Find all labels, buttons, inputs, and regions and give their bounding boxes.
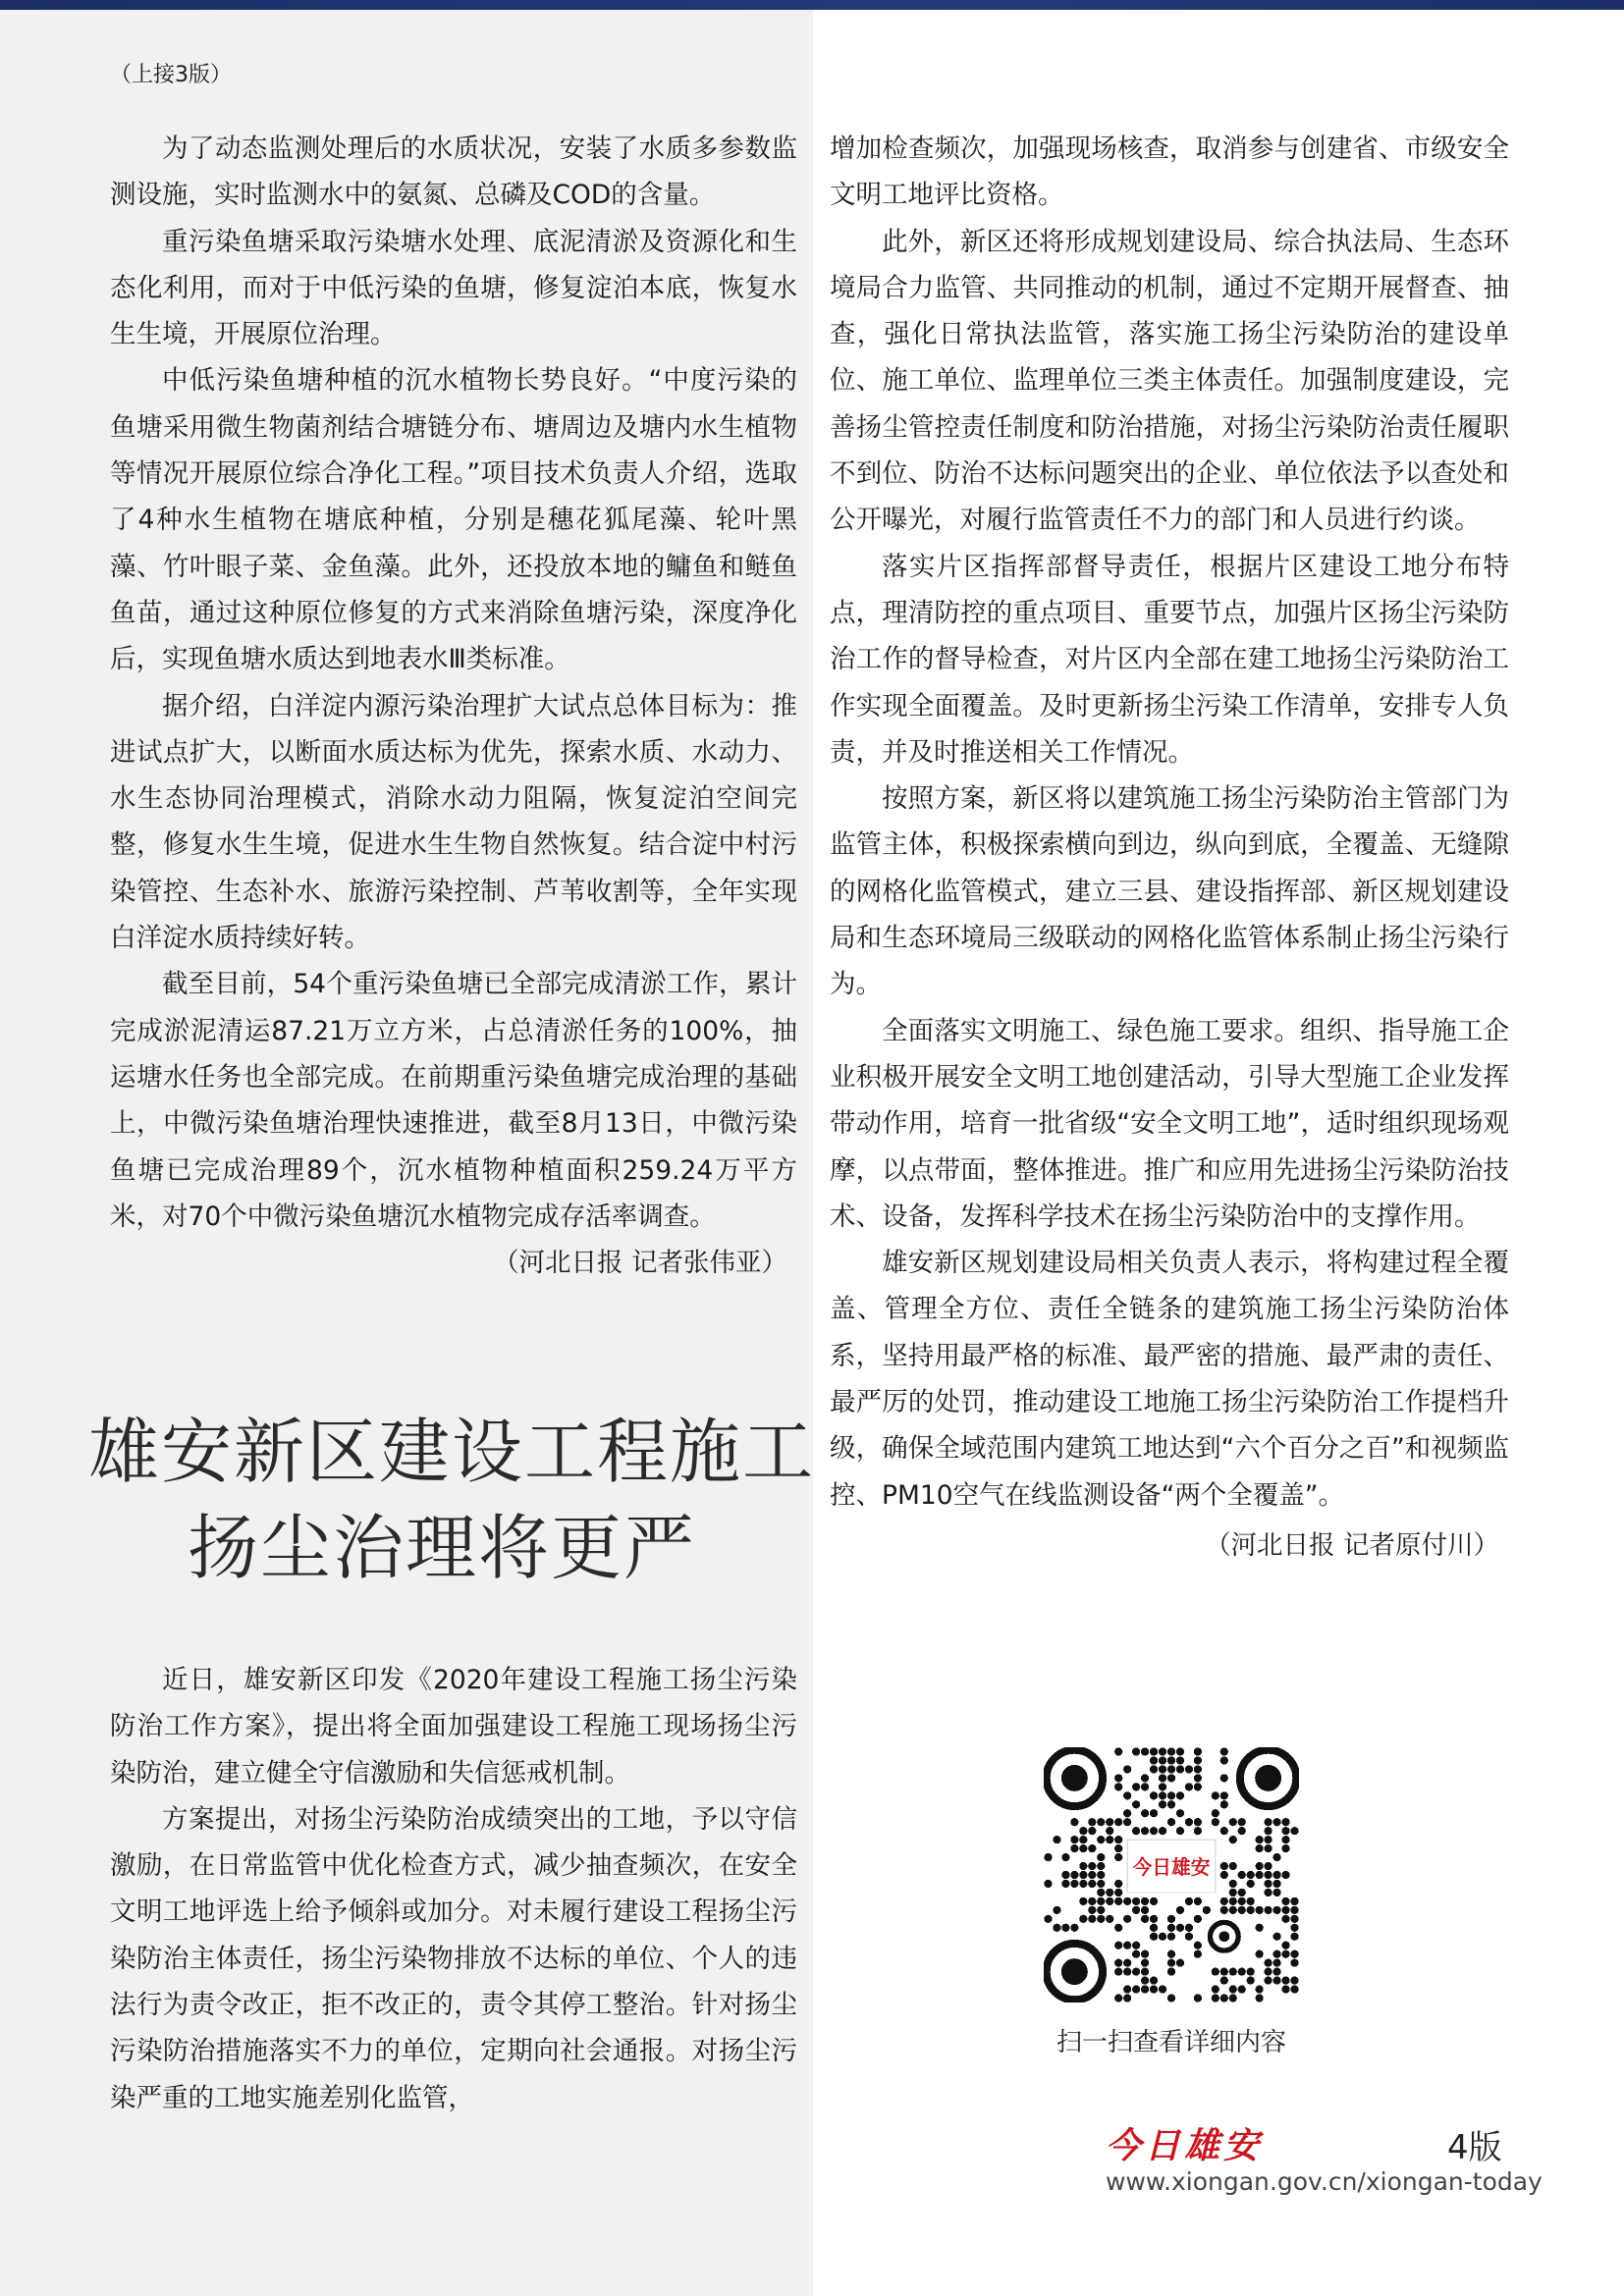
article1-paragraph: 重污染鱼塘采取污染塘水处理、底泥清淤及资源化和生态化利用，而对于中低污染的鱼塘，修复淀泊本底，恢复水生生境，开展原位治理。 (110, 226, 797, 350)
article1-paragraph: 截至目前，54个重污染鱼塘已全部完成清淤工作，累计完成淤泥清运87.21万立方米，占总清淤任务的100%，抽运塘水任务也全部完成。在前期重污染鱼塘完成治理的基础上，中微污染鱼塘治理快速推进，截至8月13日，中微污染鱼塘已完成治理89个，沉水植物种植面积259.24万平方米，对70个中微污染鱼塘沉水植物完成存活率调查。 (110, 969, 797, 1232)
headline-line-2: 扬尘治理将更严 (187, 1507, 696, 1589)
qr-module (1167, 1950, 1175, 1958)
qr-module (1281, 1942, 1289, 1949)
qr-module (1070, 1924, 1078, 1932)
qr-module (1229, 1967, 1237, 1975)
qr-module (1212, 1967, 1219, 1975)
qr-module (1264, 1967, 1272, 1975)
headline-line-1: 雄安新区建设工程施工 (88, 1411, 816, 1493)
qr-module (1097, 1889, 1105, 1896)
qr-module (1281, 1818, 1289, 1826)
qr-module (1088, 1844, 1096, 1852)
qr-module (1167, 1924, 1175, 1932)
qr-module (1247, 1880, 1255, 1888)
qr-module (1212, 1809, 1219, 1817)
qr-module (1185, 1783, 1193, 1790)
qr-module (1176, 1756, 1184, 1764)
qr-module (1256, 1994, 1264, 2002)
qr-module (1264, 1818, 1272, 1826)
qr-module (1194, 1818, 1202, 1826)
qr-module (1106, 1818, 1113, 1826)
qr-module (1281, 1950, 1289, 1958)
qr-module (1264, 1827, 1272, 1835)
qr-module (1061, 1924, 1069, 1932)
qr-module (1070, 1844, 1078, 1852)
qr-module (1159, 1783, 1166, 1790)
qr-module (1097, 1897, 1105, 1905)
qr-module (1194, 1827, 1202, 1835)
article2-body-right (830, 126, 1509, 1569)
qr-module (1114, 1747, 1122, 1755)
qr-module (1220, 1827, 1228, 1835)
article1-paragraph: 中低污染鱼塘种植的沉水植物长势良好。“中度污染的鱼塘采用微生物菌剂结合塘链分布、塘周边及塘内水生植物等情况开展原位综合净化工程。”项目技术负责人介绍，选取了4种水生植物在塘底种植，分别是穗花狐尾藻、轮叶黑藻、竹叶眼子菜、金鱼藻。此外，还投放本地的鳙鱼和鲢鱼鱼苗，通过这种原位修复的方式来消除鱼塘污染，深度净化后，实现鱼塘水质达到地表水Ⅲ类标准。 (110, 365, 797, 675)
qr-module (1247, 1897, 1255, 1905)
qr-module (1281, 1976, 1289, 1984)
qr-module (1290, 1950, 1298, 1958)
qr-module (1132, 1967, 1140, 1975)
qr-module (1176, 1747, 1184, 1755)
qr-module (1272, 1959, 1280, 1967)
article2-continuation: 增加检查频次，加强现场核查，取消参与创建省、市级安全文明工地评比资格。 (830, 133, 1509, 211)
qr-module (1114, 1924, 1122, 1932)
qr-module (1220, 1862, 1228, 1870)
qr-module (1229, 1889, 1237, 1896)
qr-module (1079, 1915, 1087, 1923)
qr-module (1247, 1906, 1255, 1914)
qr-module (1123, 1791, 1131, 1799)
qr-module (1053, 1836, 1060, 1843)
qr-module (1281, 1827, 1289, 1835)
qr-module (1167, 1818, 1175, 1826)
qr-module (1281, 1836, 1289, 1843)
qr-module (1220, 1906, 1228, 1914)
qr-module (1264, 1906, 1272, 1914)
qr-module (1256, 1985, 1264, 1993)
qr-module (1123, 1809, 1131, 1817)
qr-module (1176, 1765, 1184, 1773)
qr-module (1141, 1774, 1149, 1782)
article1-paragraph: 据介绍，白洋淀内源污染治理扩大试点总体目标为：推进试点扩大，以断面水质达标为优先，探索水质、水动力、水生态协同治理模式，消除水动力阻隔，恢复淀泊空间完整，修复水生生境，促进水生生物自然恢复。结合淀中村污染管控、生态补水、旅游污染控制、芦苇收割等，全年实现白洋淀水质持续好转。 (110, 690, 797, 954)
qr-module (1123, 1967, 1131, 1975)
qr-module (1053, 1924, 1060, 1932)
qr-module (1141, 1985, 1149, 1993)
qr-module (1220, 1976, 1228, 1984)
qr-module (1272, 1889, 1280, 1896)
qr-module (1256, 1924, 1264, 1932)
qr-module (1123, 1897, 1131, 1905)
qr-module (1079, 1862, 1087, 1870)
qr-module (1141, 1967, 1149, 1975)
qr-module (1150, 1747, 1158, 1755)
site-url[interactable]: www.xiongan.gov.cn/xiongan-today (1106, 2167, 1543, 2196)
article2-paragraph: 全面落实文明施工、绿色施工要求。组织、指导施工企业积极开展安全文明工地创建活动，引导大型施工企业发挥带动作用，培育一批省级“安全文明工地”，适时组织现场观摩，以点带面，整体推进。推广和应用先进扬尘污染防治技术、设备，发挥科学技术在扬尘污染防治中的支撑作用。 (830, 1015, 1509, 1232)
qr-module (1123, 1985, 1131, 1993)
qr-module (1238, 1906, 1246, 1914)
qr-module (1070, 1836, 1078, 1843)
qr-module (1272, 1967, 1280, 1975)
qr-module (1106, 1897, 1113, 1905)
qr-module (1185, 1897, 1193, 1905)
qr-module (1123, 1994, 1131, 2002)
qr-module (1167, 1791, 1175, 1799)
qr-module (1114, 1959, 1122, 1967)
qr-module (1150, 1933, 1158, 1941)
qr-module (1220, 1897, 1228, 1905)
qr-module (1053, 1906, 1060, 1914)
qr-module (1044, 1853, 1052, 1861)
qr-module (1141, 1976, 1149, 1984)
qr-module (1272, 1853, 1280, 1861)
qr-module (1106, 1836, 1113, 1843)
article1-paragraph: 为了动态监测处理后的水质状况，安装了水质多参数监测设施，实时监测水中的氨氮、总磷及COD的含量。 (110, 133, 797, 211)
qr-module (1097, 1880, 1105, 1888)
qr-module (1167, 1765, 1175, 1773)
qr-module (1097, 1853, 1105, 1861)
qr-module (1176, 1959, 1184, 1967)
qr-module (1088, 1915, 1096, 1923)
qr-module (1079, 1897, 1087, 1905)
qr-module (1281, 1985, 1289, 1993)
qr-module (1079, 1836, 1087, 1843)
qr-module (1114, 1880, 1122, 1888)
qr-module (1176, 1906, 1184, 1914)
qr-module (1141, 1747, 1149, 1755)
qr-code[interactable] (1044, 1747, 1299, 2002)
qr-module (1070, 1880, 1078, 1888)
qr-module (1256, 1871, 1264, 1879)
qr-module (1123, 1818, 1131, 1826)
qr-module (1281, 1844, 1289, 1852)
qr-module (1167, 1933, 1175, 1941)
qr-module (1150, 1976, 1158, 1984)
qr-module (1264, 1871, 1272, 1879)
qr-module (1290, 1906, 1298, 1914)
qr-module (1229, 1818, 1237, 1826)
qr-module (1167, 1959, 1175, 1967)
qr-module (1097, 1915, 1105, 1923)
qr-module (1272, 1950, 1280, 1958)
qr-module (1114, 1818, 1122, 1826)
brand-logo: 今日雄安 (1106, 2125, 1264, 2166)
qr-module (1264, 1836, 1272, 1843)
qr-module (1264, 1880, 1272, 1888)
qr-module (1220, 1747, 1228, 1755)
qr-module (1290, 1897, 1298, 1905)
qr-module (1290, 1924, 1298, 1932)
qr-module (1150, 1985, 1158, 1993)
qr-module (1114, 1889, 1122, 1896)
qr-module (1079, 1827, 1087, 1835)
qr-module (1097, 1818, 1105, 1826)
qr-module (1229, 1994, 1237, 2002)
qr-module (1185, 1933, 1193, 1941)
qr-module (1097, 1906, 1105, 1914)
qr-module (1159, 1827, 1166, 1835)
qr-module (1247, 1976, 1255, 1984)
qr-module (1272, 1976, 1280, 1984)
qr-module (1044, 1880, 1052, 1888)
qr-module (1220, 1774, 1228, 1782)
qr-module (1114, 1897, 1122, 1905)
qr-module (1194, 1774, 1202, 1782)
qr-module (1061, 1871, 1069, 1879)
qr-module (1088, 1897, 1096, 1905)
article2-body-left (110, 1657, 797, 2121)
qr-module (1123, 1942, 1131, 1949)
qr-module (1167, 1915, 1175, 1923)
qr-module (1229, 1906, 1237, 1914)
qr-module (1106, 1827, 1113, 1835)
qr-module (1114, 1853, 1122, 1861)
qr-module (1150, 1809, 1158, 1817)
qr-module (1194, 1950, 1202, 1958)
qr-module (1079, 1880, 1087, 1888)
qr-module (1088, 1871, 1096, 1879)
qr-module (1203, 1906, 1211, 1914)
qr-module (1132, 1906, 1140, 1914)
qr-module (1194, 1994, 1202, 2002)
qr-module (1176, 1924, 1184, 1932)
qr-module (1114, 1994, 1122, 2002)
qr-module (1070, 1871, 1078, 1879)
top-color-bar (0, 0, 1624, 10)
qr-module (1123, 1959, 1131, 1967)
qr-module (1123, 1765, 1131, 1773)
qr-module (1194, 1765, 1202, 1773)
qr-module (1272, 1880, 1280, 1888)
qr-caption: 扫一扫查看详细内容 (1056, 2028, 1286, 2057)
qr-module (1238, 1985, 1246, 1993)
qr-module (1088, 1862, 1096, 1870)
qr-module (1079, 1871, 1087, 1879)
qr-module (1114, 1836, 1122, 1843)
qr-module (1150, 1924, 1158, 1932)
qr-module (1167, 1800, 1175, 1808)
qr-module (1159, 1800, 1166, 1808)
qr-module (1185, 1765, 1193, 1773)
qr-module (1141, 1906, 1149, 1914)
qr-module (1159, 1774, 1166, 1782)
qr-module (1167, 1994, 1175, 2002)
qr-module (1141, 1897, 1149, 1905)
article2-credit: （河北日报 记者原付川） (1205, 1529, 1499, 1561)
qr-module (1141, 1783, 1149, 1790)
qr-module (1281, 1871, 1289, 1879)
qr-module (1220, 1800, 1228, 1808)
qr-module (1281, 1906, 1289, 1914)
qr-module (1220, 1756, 1228, 1764)
qr-module (1097, 1871, 1105, 1879)
qr-module (1132, 1783, 1140, 1790)
qr-module (1238, 1897, 1246, 1905)
qr-module (1159, 1747, 1166, 1755)
qr-module (1290, 1985, 1298, 1993)
continuation-note: （上接3版） (110, 63, 232, 87)
qr-module (1114, 1967, 1122, 1975)
qr-module (1290, 1915, 1298, 1923)
qr-module (1141, 1959, 1149, 1967)
qr-module (1088, 1818, 1096, 1826)
qr-module (1114, 1942, 1122, 1949)
qr-module (1159, 1765, 1166, 1773)
qr-module (1281, 1897, 1289, 1905)
qr-module (1238, 1827, 1246, 1835)
qr-module (1212, 1994, 1219, 2002)
qr-module (1114, 1783, 1122, 1790)
qr-module (1159, 1985, 1166, 1993)
qr-module (1176, 1827, 1184, 1835)
qr-module (1141, 1915, 1149, 1923)
article2-paragraph: 方案提出，对扬尘污染防治成绩突出的工地，予以守信激励，在日常监管中优化检查方式，减少抽查频次，在安全文明工地评选上给予倾斜或加分。对未履行建设工程扬尘污染防治主体责任，扬尘污染物排放不达标的单位、个人的违法行为责令改正，拒不改正的，责令其停工整治。针对扬尘污染防治措施落实不力的单位，定期向社会通报。对扬尘污染严重的工地实施差别化监管， (110, 1803, 797, 2113)
article2-paragraph: 雄安新区规划建设局相关负责人表示，将构建过程全覆盖、管理全方位、责任全链条的建筑施工扬尘污染防治体系，坚持用最严格的标准、最严密的措施、最严肃的责任、最严厉的处罚，推动建设工地施工扬尘污染防治工作提档升级，确保全域范围内建筑工地达到“六个百分之百”和视频监控、PM10空气在线监测设备“两个全覆盖”。 (830, 1248, 1509, 1511)
qr-module (1167, 1967, 1175, 1975)
article2-paragraph: 近日，雄安新区印发《2020年建设工程施工扬尘污染防治工作方案》，提出将全面加强建设工程施工现场扬尘污染防治，建立健全守信激励和失信惩戒机制。 (110, 1665, 797, 1789)
qr-module (1264, 1862, 1272, 1870)
qr-module (1256, 1906, 1264, 1914)
qr-module (1097, 1862, 1105, 1870)
qr-module (1141, 1809, 1149, 1817)
qr-module (1220, 1967, 1228, 1975)
qr-module (1132, 1897, 1140, 1905)
qr-module (1088, 1880, 1096, 1888)
qr-module (1132, 1985, 1140, 1993)
qr-module (1256, 1836, 1264, 1843)
article2-headline (88, 1404, 816, 1596)
qr-module (1256, 1844, 1264, 1852)
qr-module (1070, 1818, 1078, 1826)
qr-module (1106, 1915, 1113, 1923)
qr-module (1044, 1915, 1052, 1923)
qr-module (1167, 1747, 1175, 1755)
qr-module (1272, 1906, 1280, 1914)
qr-module (1212, 1985, 1219, 1993)
qr-module (1141, 1950, 1149, 1958)
qr-module (1272, 1871, 1280, 1879)
qr-module (1194, 1942, 1202, 1949)
qr-module (1123, 1915, 1131, 1923)
page-number: 4版 (1447, 2128, 1502, 2167)
qr-module (1220, 1994, 1228, 2002)
qr-module (1150, 1756, 1158, 1764)
qr-module (1238, 1871, 1246, 1879)
qr-module (1141, 1827, 1149, 1835)
qr-module (1106, 1889, 1113, 1896)
qr-module (1167, 1756, 1175, 1764)
article2-paragraph: 此外，新区还将形成规划建设局、综合执法局、生态环境局合力监管、共同推动的机制，通过不定期开展督查、抽查，强化日常执法监管，落实施工扬尘污染防治的建设单位、施工单位、监理单位三类主体责任。加强制度建设，完善扬尘管控责任制度和防治措施，对扬尘污染防治责任履职不到位、防治不达标问题突出的企业、单位依法予以查处和公开曝光，对履行监管责任不力的部门和人员进行约谈。 (830, 226, 1509, 536)
qr-module (1264, 1959, 1272, 1967)
qr-module (1150, 1897, 1158, 1905)
qr-module (1194, 1915, 1202, 1923)
article1-credit: （河北日报 记者张伟亚） (493, 1248, 787, 1279)
qr-module (1281, 1915, 1289, 1923)
qr-module (1114, 1774, 1122, 1782)
qr-module (1229, 1897, 1237, 1905)
qr-module (1132, 1800, 1140, 1808)
qr-module (1150, 1765, 1158, 1773)
qr-module (1159, 1933, 1166, 1941)
qr-module (1132, 1827, 1140, 1835)
qr-module (1088, 1827, 1096, 1835)
qr-module (1079, 1844, 1087, 1852)
article2-paragraph: 按照方案，新区将以建筑施工扬尘污染防治主管部门为监管主体，积极探索横向到边，纵向到底，全覆盖、无缝隙的网格化监管模式，建立三县、建设指挥部、新区规划建设局和生态环境局三级联动的网格化监管体系制止扬尘污染行为。 (830, 783, 1509, 1000)
qr-module (1061, 1880, 1069, 1888)
qr-module (1238, 1889, 1246, 1896)
qr-module (1194, 1747, 1202, 1755)
qr-logo: 今日雄安 (1132, 1855, 1211, 1880)
qr-module (1229, 1862, 1237, 1870)
qr-module (1290, 1959, 1298, 1967)
qr-module (1150, 1791, 1158, 1799)
qr-module (1238, 1967, 1246, 1975)
qr-module (1061, 1853, 1069, 1861)
qr-module (1114, 1844, 1122, 1852)
qr-module (1256, 1950, 1264, 1958)
qr-module (1290, 1976, 1298, 1984)
article2-paragraph: 落实片区指挥部督导责任，根据片区建设工地分布特点，理清防控的重点项目、重要节点，加强片区扬尘污染防治工作的督导检查，对片区内全部在建工地扬尘污染防治工作实现全面覆盖。及时更新扬尘污染工作清单，安排专人负责，并及时推送相关工作情况。 (830, 551, 1509, 768)
qr-module (1264, 1844, 1272, 1852)
qr-module (1176, 1791, 1184, 1799)
qr-module (1159, 1791, 1166, 1799)
qr-module (1272, 1818, 1280, 1826)
qr-module (1238, 1818, 1246, 1826)
qr-module (1220, 1791, 1228, 1799)
qr-module (1088, 1906, 1096, 1914)
qr-module (1185, 1924, 1193, 1932)
qr-module (1132, 1942, 1140, 1949)
qr-module (1272, 1933, 1280, 1941)
qr-module (1167, 1774, 1175, 1782)
qr-module (1264, 1976, 1272, 1984)
qr-module (1132, 1950, 1140, 1958)
qr-module (1150, 1915, 1158, 1923)
qr-module (1290, 1933, 1298, 1941)
qr-module (1212, 1818, 1219, 1826)
qr-module (1290, 1827, 1298, 1835)
qr-module (1247, 1871, 1255, 1879)
qr-module (1264, 1889, 1272, 1896)
qr-module (1247, 1967, 1255, 1975)
qr-module (1150, 1827, 1158, 1835)
qr-module (1229, 1836, 1237, 1843)
qr-module (1185, 1818, 1193, 1826)
article1-body (110, 126, 797, 1286)
qr-module (1194, 1783, 1202, 1790)
qr-module (1194, 1756, 1202, 1764)
qr-module (1256, 1862, 1264, 1870)
qr-module (1176, 1809, 1184, 1817)
qr-module (1220, 1871, 1228, 1879)
qr-module (1132, 1747, 1140, 1755)
qr-module (1229, 1880, 1237, 1888)
qr-module (1229, 1985, 1237, 1993)
qr-module (1194, 1897, 1202, 1905)
qr-module (1212, 1791, 1219, 1799)
qr-module (1097, 1836, 1105, 1843)
qr-module (1159, 1756, 1166, 1764)
